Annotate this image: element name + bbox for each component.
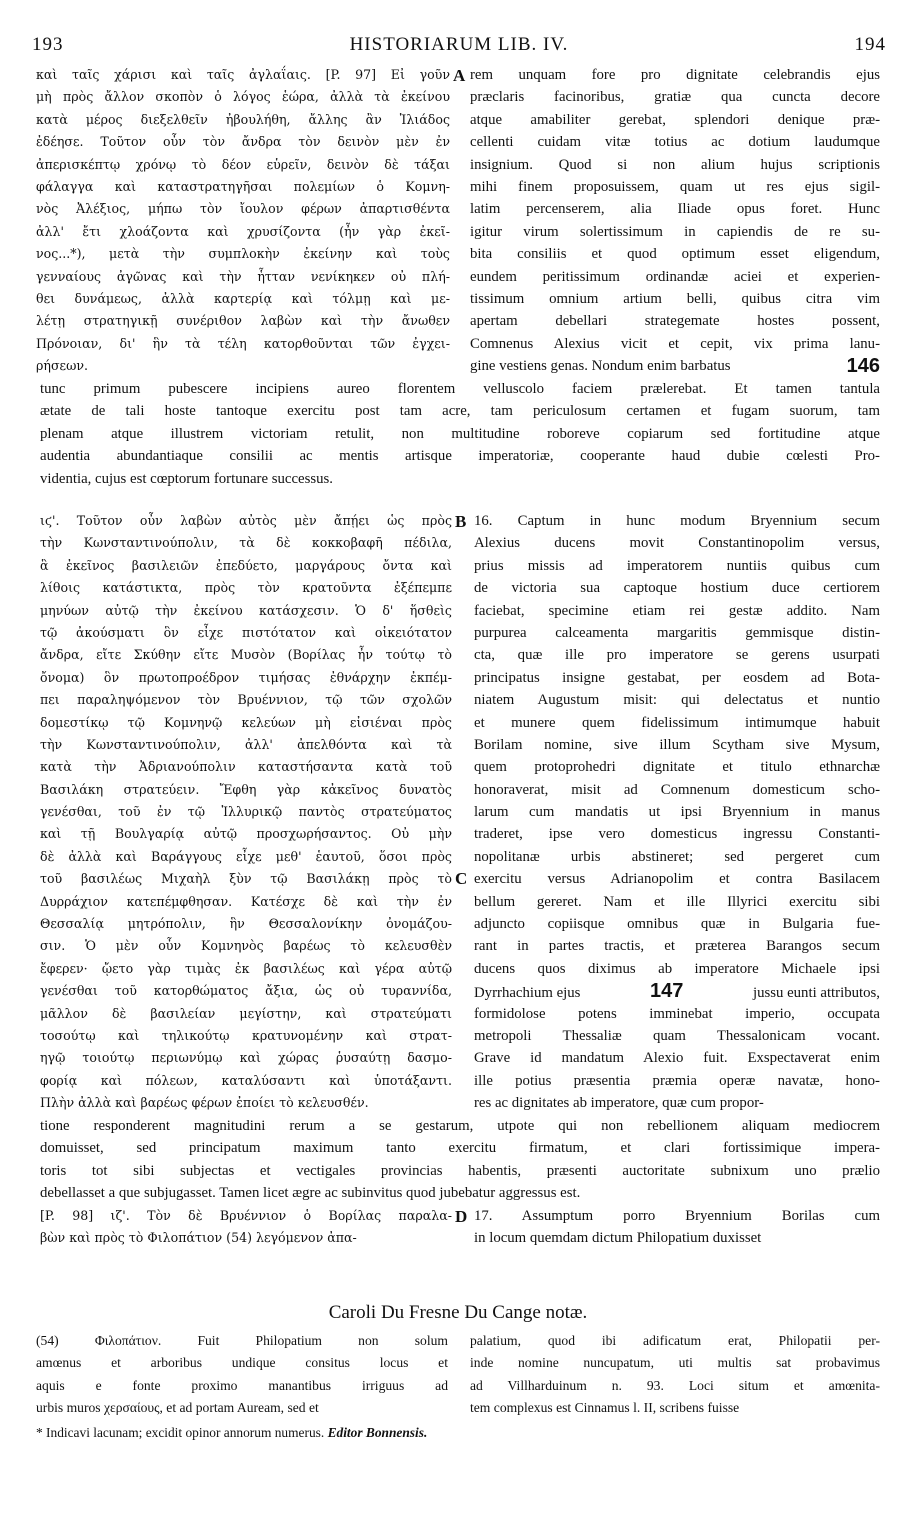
latin-fullwidth-line: debellasset a que subjugasset. Tamen licet ægre ac subinvitus quod jubebatur aggressus est. bbox=[40, 1185, 581, 1202]
latin-line: atque amabiliter gerebat, splendori denique præ- bbox=[470, 111, 880, 128]
page-number-left: 193 bbox=[32, 34, 64, 55]
latin-line: ducens quos diximus ab imperatore Michaele ipsi bbox=[474, 960, 880, 977]
latin-fullwidth-line: audentia abundantiaque consilii ac mentis artisque imperatoriæ, cooperante haud dubie cœlesti Pro- bbox=[40, 448, 880, 465]
latin-line: Borilam nomine, sive illum Scytham sive Mysum, bbox=[474, 736, 880, 753]
edition-page-number: 146 bbox=[846, 355, 880, 378]
notes-left-column bbox=[36, 1332, 448, 1422]
latin-line: in locum quemdam dictum Philopatium duxisset bbox=[474, 1230, 762, 1247]
latin-column-section1 bbox=[470, 64, 880, 377]
latin-line: honoraverat, misit ad Comnenum domesticum scho- bbox=[474, 781, 880, 798]
latin-line: formidolose potens imminebat imperio, occupata bbox=[474, 1005, 880, 1022]
note-line: tem complexus est Cinnamus l. II, scribens fuisse bbox=[470, 1400, 740, 1416]
greek-line: Δυρράχιον κατεπέμφθησαν. Κατέσχε δὲ καὶ τὴν ἐν bbox=[40, 893, 452, 909]
note-line: palatium, quod ibi adificatum erat, Philopatii per- bbox=[470, 1333, 880, 1348]
latin-fullwidth-line: plenam atque illustrem victoriam retulit, non multitudine roboreve copiarum sed fortitudine atque bbox=[40, 425, 880, 442]
greek-line: ἔφερεν· ᾤετο γὰρ τιμὰς ἐκ βασιλέως καὶ γέρα αὐτῷ bbox=[40, 960, 452, 976]
greek-line: τὴν Κωνσταντινούπολιν, ἀλλ' ἀπελθόντα καὶ τὰ bbox=[40, 736, 452, 752]
latin-line: niatem Augustum misit: qui delectatus et nuntio bbox=[474, 692, 880, 709]
greek-column-section2 bbox=[40, 510, 452, 1115]
greek-line: δομεστίκῳ τῷ Κομνηνῷ κελεύων μὴ εἰσιέναι πρὸς bbox=[40, 714, 452, 730]
greek-line: βὼν καὶ πρὸς τὸ Φιλοπάτιον (54) λεγόμενον ἀπα- bbox=[40, 1230, 357, 1246]
margin-marker-a: A bbox=[453, 66, 466, 85]
latin-line: apertam debellari strategemate hostes possent, bbox=[470, 313, 880, 330]
greek-line: ἀλλ' ἔτι χλοάζοντα καὶ χρυσίζοντα (ἦν γὰρ ἐκεῖ- bbox=[36, 223, 450, 239]
latin-line: rem unquam fore pro dignitate celebrandis ejus bbox=[470, 67, 880, 83]
latin-line: metropoli Thessaliæ quam Thessalonicam vocant. bbox=[474, 1027, 880, 1044]
greek-line: τοῦ βασιλέως Μιχαὴλ ξὺν τῷ Βασιλάκῃ πρὸς τὸ bbox=[40, 871, 452, 887]
latin-line: adjuncto copiisque omnibus quæ in Bulgaria fue- bbox=[474, 916, 880, 933]
note-line: amœnus et arboribus undique consitus locus et bbox=[36, 1355, 448, 1371]
footnote-editor: Editor Bonnensis. bbox=[327, 1425, 428, 1440]
latin-line: 16. Captum in hunc modum Bryennium secum bbox=[474, 513, 880, 529]
note-line: inde nomine nuncupatum, uti multis sat probavimus bbox=[470, 1355, 880, 1371]
latin-line-text: gine vestiens genas. Nondum enim barbatus bbox=[470, 358, 731, 375]
latin-fullwidth-line: domuisset, sed principatum maximum tanto exercitu firmatum, et clari fortissimique impera- bbox=[40, 1140, 880, 1157]
greek-line: ηγῷ τοιούτῳ περιωνύμῳ καὶ χώρας ῥυσαύτῃ δασμο- bbox=[40, 1050, 452, 1066]
greek-line: κατὰ τὴν Ἀδριανούπολιν καταστήσαντα κατὰ τοῦ bbox=[40, 759, 452, 775]
latin-line: bita consiliis et quod optimum esset eligendum, bbox=[470, 246, 880, 263]
latin-fullwidth-line: ætate de tali hoste tantoque exercitu post tam acre, tam periculosum certamen et fugam suorum, tam bbox=[40, 403, 880, 420]
greek-line: μὴ πρὸς ἄλλον σκοπὸν ὁ λόγος ἑώρα, ἀλλὰ τὰ ἐκείνου bbox=[36, 89, 450, 105]
latin-line: purpurea calceamenta margaritis gemmisque distin- bbox=[474, 624, 880, 641]
greek-line: τοσούτῳ καὶ τηλικούτῳ κρατυνομένην καὶ στρατ- bbox=[40, 1027, 452, 1043]
latin-line: Alexius ducens movit Constantinopolim versus, bbox=[474, 535, 880, 552]
note-line: (54) Φιλοπάτιον. Fuit Philopatium non solum bbox=[36, 1333, 448, 1348]
greek-line: γενέσθαι, τοῦ ἐν τῷ Ἰλλυρικῷ παντὸς στρατεύματος bbox=[40, 804, 452, 820]
greek-line: Βασιλάκη στρατεύειν. Ἔφθη γὰρ κἀκεῖνος δυνατὸς bbox=[40, 781, 452, 797]
greek-line: Πλὴν ἀλλὰ καὶ βαρέως φέρων ἐποίει τὸ κελευσθέν. bbox=[40, 1095, 369, 1111]
footnote-text: * Indicavi lacunam; excidit opinor annorum numerus. bbox=[36, 1425, 325, 1440]
greek-line: ἐδέησε. Τοῦτον οὖν τὸν ἄνδρα τὸν δεινὸν μὲν ἐν bbox=[36, 134, 450, 150]
latin-line: cta, quæ ille pro imperatore se gerens usurpati bbox=[474, 647, 880, 664]
margin-marker-d: D bbox=[455, 1207, 468, 1226]
greek-line: γενέσθαι τοῦ κατορθώματος ἄξια, ὡς οὐ τυραννίδα, bbox=[40, 983, 452, 999]
greek-line: ἃ ἐκεῖνος βασιλειῶν ἐπεδύετο, μαργάρους ὄντα καὶ bbox=[40, 557, 452, 573]
latin-line: 17. Assumptum porro Bryennium Borilas cum bbox=[474, 1208, 880, 1224]
greek-line: νὸς Ἀλέξιος, μήπω τὸν ἴουλον φέρων ἀπαρτισθέντα bbox=[36, 201, 450, 217]
latin-line: larum cum mandatis ut ipsi Bryennium in manus bbox=[474, 804, 880, 821]
greek-line: γενναίους ἀγῶνας καὶ τὴν ἧτταν νενίκηκεν οὐ πλή- bbox=[36, 268, 450, 284]
latin-line: rant in partes tractis, et præterea Barangos secum bbox=[474, 938, 880, 955]
greek-line: φορίᾳ καὶ πόλεων, καταλύσαντι καὶ ὑποτάξαντι. bbox=[40, 1072, 452, 1088]
latin-line-text: jussu eunti attributos, bbox=[752, 985, 880, 1002]
latin-line: igitur virum solertissimum in capiendis de re su- bbox=[470, 223, 880, 240]
latin-fullwidth-line: toris tot sibi subjectas et vectigales provincias habentis, præsenti auctoritate subnixum uno prælio bbox=[40, 1162, 880, 1179]
latin-line: prius missis ad imperatorem nuntiis quibus cum bbox=[474, 557, 880, 574]
greek-line: μᾶλλον δὲ βασιλείαν μεγίστην, καὶ στρατεύματι bbox=[40, 1005, 452, 1021]
latin-line: traderet, ipse vero domesticus ingressu Constanti- bbox=[474, 826, 880, 843]
greek-column-section1 bbox=[36, 64, 450, 377]
running-title: HISTORIARUM LIB. IV. bbox=[349, 34, 569, 55]
latin-column-section2 bbox=[474, 510, 880, 1115]
note-line: ad Villharduinum n. 93. Loci situm et amœnita- bbox=[470, 1377, 880, 1393]
greek-line: μηνύων αὐτῷ τὴν ἐκείνου κατάσχεσιν. Ὁ δ' ἥσθεὶς bbox=[40, 602, 452, 618]
latin-line bbox=[474, 980, 880, 1002]
greek-line: καὶ τῇ Βουλγαρίᾳ αὐτῷ προσχωρήσαντος. Οὐ μὴν bbox=[40, 826, 452, 842]
notes-right-column bbox=[470, 1332, 880, 1422]
greek-line: ἄνδρα, εἴτε Σκύθην εἴτε Μυσὸν (Βορίλας ἦν τούτῳ τὸ bbox=[40, 647, 452, 663]
greek-line: [P. 98] ιζ'. Τὸν δὲ Βρυέννιον ὁ Βορίλας παραλα- bbox=[40, 1208, 452, 1223]
greek-line: ἀπερισκέπτῳ χρόνῳ τὸ δέον εὑρεῖν, δεινὸν δὲ τάξαι bbox=[36, 156, 450, 172]
latin-line-text: Dyrrhachium ejus bbox=[474, 985, 581, 1002]
greek-line: τῷ ἀκούσματι ὃν εἶχε πιστότατον καὶ οἰκειότατον bbox=[40, 624, 452, 640]
latin-fullwidth-line: tione responderent magnitudini rerum a se gestarum, utpote qui non rebellionem aliquam mediocrem bbox=[40, 1118, 880, 1134]
greek-line: Πρόνοιαν, δι' ἣν τὰ τέλη κατορθοῦνται τῶν ἐγχει- bbox=[36, 335, 450, 351]
latin-line: res ac dignitates ab imperatore, quæ cum propor- bbox=[474, 1095, 764, 1112]
greek-line: κατὰ μέρος διεξελθεῖν ἠβουλήθη, ἄλλης ἂν Ἰλιάδος bbox=[36, 111, 450, 127]
greek-column-section3 bbox=[40, 1205, 452, 1250]
latin-fullwidth-line: tunc primum pubescere incipiens aureo florentem velluscolo faciem prælerebat. Et tamen tantula bbox=[40, 381, 880, 397]
latin-line: bellum gereret. Nam et ille Illyrici exercitu sibi bbox=[474, 893, 880, 910]
greek-line: θει δυνάμεως, ἀλλὰ καρτερίᾳ καὶ τόλμῃ καὶ με- bbox=[36, 290, 450, 306]
latin-line: Grave id mandatum Alexio fuit. Exspectaverat enim bbox=[474, 1050, 880, 1067]
edition-page-number: 147 bbox=[650, 980, 684, 1003]
latin-fullwidth-section1 bbox=[40, 378, 880, 490]
latin-line bbox=[470, 355, 880, 377]
latin-line: latim percenserem, alia Iliade opus foret. Hunc bbox=[470, 201, 880, 218]
latin-line: nopolitanæ urbis abstineret; sed pergeret cum bbox=[474, 848, 880, 865]
latin-line: præclaris facinoribus, gratiæ qua cuncta decore bbox=[470, 89, 880, 106]
greek-line: ρήσεων. bbox=[36, 358, 88, 374]
latin-line: eundem peritissimum ordinandæ aciei et experien- bbox=[470, 268, 880, 285]
latin-line: quem protoprohedri dignitate et titulo ethnarchæ bbox=[474, 759, 880, 776]
greek-line: πει παραληψόμενον τὸν Βρυέννιον, τῷ τῶν σχολῶν bbox=[40, 692, 452, 708]
greek-line: Θεσσαλίᾳ μητρόπολιν, ἣν Θεσσαλονίκην ὀνομάζου- bbox=[40, 916, 452, 932]
page-header bbox=[32, 34, 886, 60]
greek-line: λίθοις κατάστικτα, πρὸς τὸν κρατοῦντα ἐξέπεμπε bbox=[40, 580, 452, 596]
latin-line: principatus insigne gestabat, per eosdem ad Bota- bbox=[474, 669, 880, 686]
margin-marker-b: B bbox=[455, 512, 467, 531]
greek-line: λέτῃ στρατηγικῇ συνέριθον λαβὼν καὶ τὴν ἄνωθεν bbox=[36, 313, 450, 329]
margin-marker-c: C bbox=[455, 869, 468, 888]
latin-line: insignium. Quod si non alium hujus scriptionis bbox=[470, 156, 880, 173]
latin-line: tissimum omnium artium belli, quibus citra vim bbox=[470, 290, 880, 307]
latin-line: faciebat, specimine etiam rei gestæ addito. Nam bbox=[474, 602, 880, 619]
greek-line: δὲ ἀλλὰ καὶ Βαράγγους εἶχε μεθ' ἑαυτοῦ, ὅσοι πρὸς bbox=[40, 848, 452, 864]
latin-line: de victoria sua captoque hostium duce certiorem bbox=[474, 580, 880, 597]
greek-line: τὴν Κωνσταντινούπολιν, τὰ δὲ κοκκοβαφῆ πέδιλα, bbox=[40, 535, 452, 551]
latin-line: et munere quem fidelissimum intimumque habuit bbox=[474, 714, 880, 731]
note-line: urbis muros χερσαίους, et ad portam Auream, sed et bbox=[36, 1400, 319, 1416]
latin-fullwidth-section2 bbox=[40, 1115, 880, 1205]
greek-line: καὶ ταῖς χάρισι καὶ ταῖς ἀγλαΐαις. [P. 97] Εἰ γοῦν bbox=[36, 67, 450, 82]
notes-title: Caroli Du Fresne Du Cange notæ. bbox=[328, 1302, 588, 1323]
footnote bbox=[36, 1425, 427, 1441]
greek-line: νος...*), μετὰ τὴν συμπλοκὴν ἐκείνην καὶ τοὺς bbox=[36, 246, 450, 262]
latin-line: Comnenus Alexius vicit et cepit, vix prima lanu- bbox=[470, 335, 880, 352]
note-line: aquis e fonte proximo manantibus irriguus ad bbox=[36, 1377, 448, 1393]
latin-line: mihi finem proposuissem, quam ut res ejus sigil- bbox=[470, 178, 880, 195]
latin-line: exercitu versus Adrianopolim et contra Basilacem bbox=[474, 871, 880, 888]
latin-line: ille potius præsentia præmia operæ navatæ, hono- bbox=[474, 1072, 880, 1089]
greek-line: φάλαγγα καὶ καταστρατηγῆσαι πολεμίων ὁ Κομνη- bbox=[36, 178, 450, 194]
greek-line: σιν. Ὁ μὲν οὖν Κομνηνὸς βαρέως τὸ κελευσθὲν bbox=[40, 938, 452, 954]
greek-line: ιϛ'. Τοῦτον οὖν λαβὼν αὐτὸς μὲν ἄπῄει ὡς πρὸς bbox=[40, 513, 452, 528]
page-number-right: 194 bbox=[854, 34, 886, 55]
latin-fullwidth-line: videntia, cujus est cœptorum fortunare successus. bbox=[40, 470, 333, 487]
greek-line: ὄνομα) ὃν πρωτοπροέδρον τιμήσας ἐθνάρχην ἐκπέμ- bbox=[40, 669, 452, 685]
latin-column-section3 bbox=[474, 1205, 880, 1250]
latin-line: cellenti cuidam vitæ totius ac dotium laudumque bbox=[470, 134, 880, 151]
